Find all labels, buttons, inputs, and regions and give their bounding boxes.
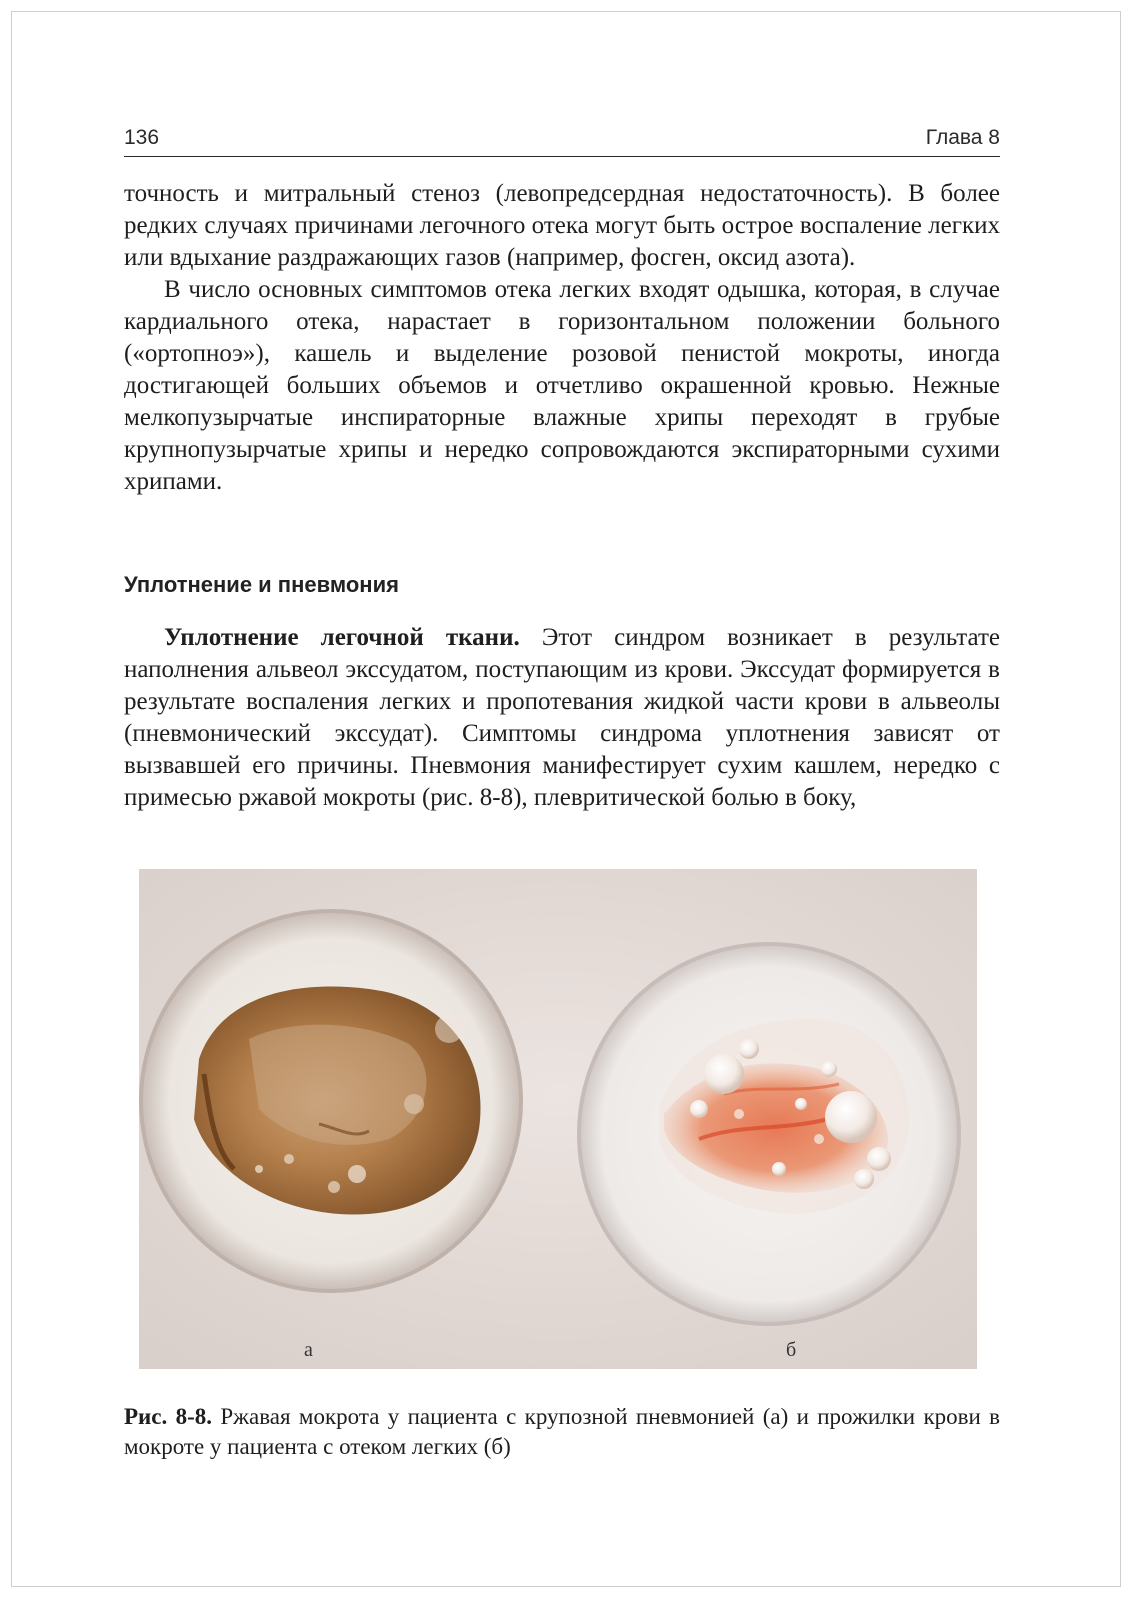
figure-label-b: б [786, 1339, 797, 1361]
sputum-photo-image [139, 869, 977, 1369]
figure-caption-text: Ржавая мокрота у пациента с крупозной пневмонией (а) и прожилки крови в мокроте у пациента с отеком легких (б) [124, 1404, 1000, 1459]
figure-sputum-photo [139, 869, 977, 1369]
figure-caption [124, 1402, 1000, 1462]
body-text-consolidation [124, 622, 1000, 814]
body-text-top [124, 178, 1000, 498]
paragraph-consolidation [124, 622, 1000, 814]
page-header [124, 120, 1000, 157]
dish-b [579, 944, 959, 1324]
paragraph-pulmonary-edema-symptoms: В число основных симптомов отека легких входят одышка, которая, в случае кардиального отека, нарастает в горизонтальном положении больного («ортопноэ»), кашель и выделение розовой пенистой мокроты, иногда достигающей больших объемов и отчетливо окрашенной кровью. Нежные мелкопузырчатые инспираторные влажные хрипы переходят в грубые крупнопузырчатые хрипы и нередко сопровождаются экспираторными сухими хрипами. [124, 276, 1000, 495]
paragraph-pulmonary-edema-causes: точность и митральный стеноз (левопредсердная недостаточность). В более редких случаях причинами легочного отека могут быть острое воспаление легких или вдыхание раздражающих газов (например, фосген, оксид азота). [124, 180, 1000, 271]
section-heading: Уплотнение и пневмония [124, 572, 399, 597]
figure-label-a: а [304, 1339, 313, 1361]
paragraph-lead-term: Уплотнение легочной ткани. [164, 624, 520, 651]
chapter-title: Глава 8 [925, 126, 1000, 149]
figure-caption-number: Рис. 8-8. [124, 1404, 213, 1429]
page-number: 136 [124, 126, 160, 149]
dish-a [141, 911, 521, 1291]
paragraph-consolidation-text: Этот синдром возникает в результате наполнения альвеол экссудатом, поступающим из крови. Экссудат формируется в результате воспаления легких и пропотевания жидкой части крови в альвеолы (пневмонический экссудат). Симптомы синдрома уплотнения зависят от вызвавшей его причины. Пневмония манифестирует сухим кашлем, нередко с примесью ржавой мокроты (рис. 8-8), плевритической болью в боку, [124, 624, 1000, 811]
